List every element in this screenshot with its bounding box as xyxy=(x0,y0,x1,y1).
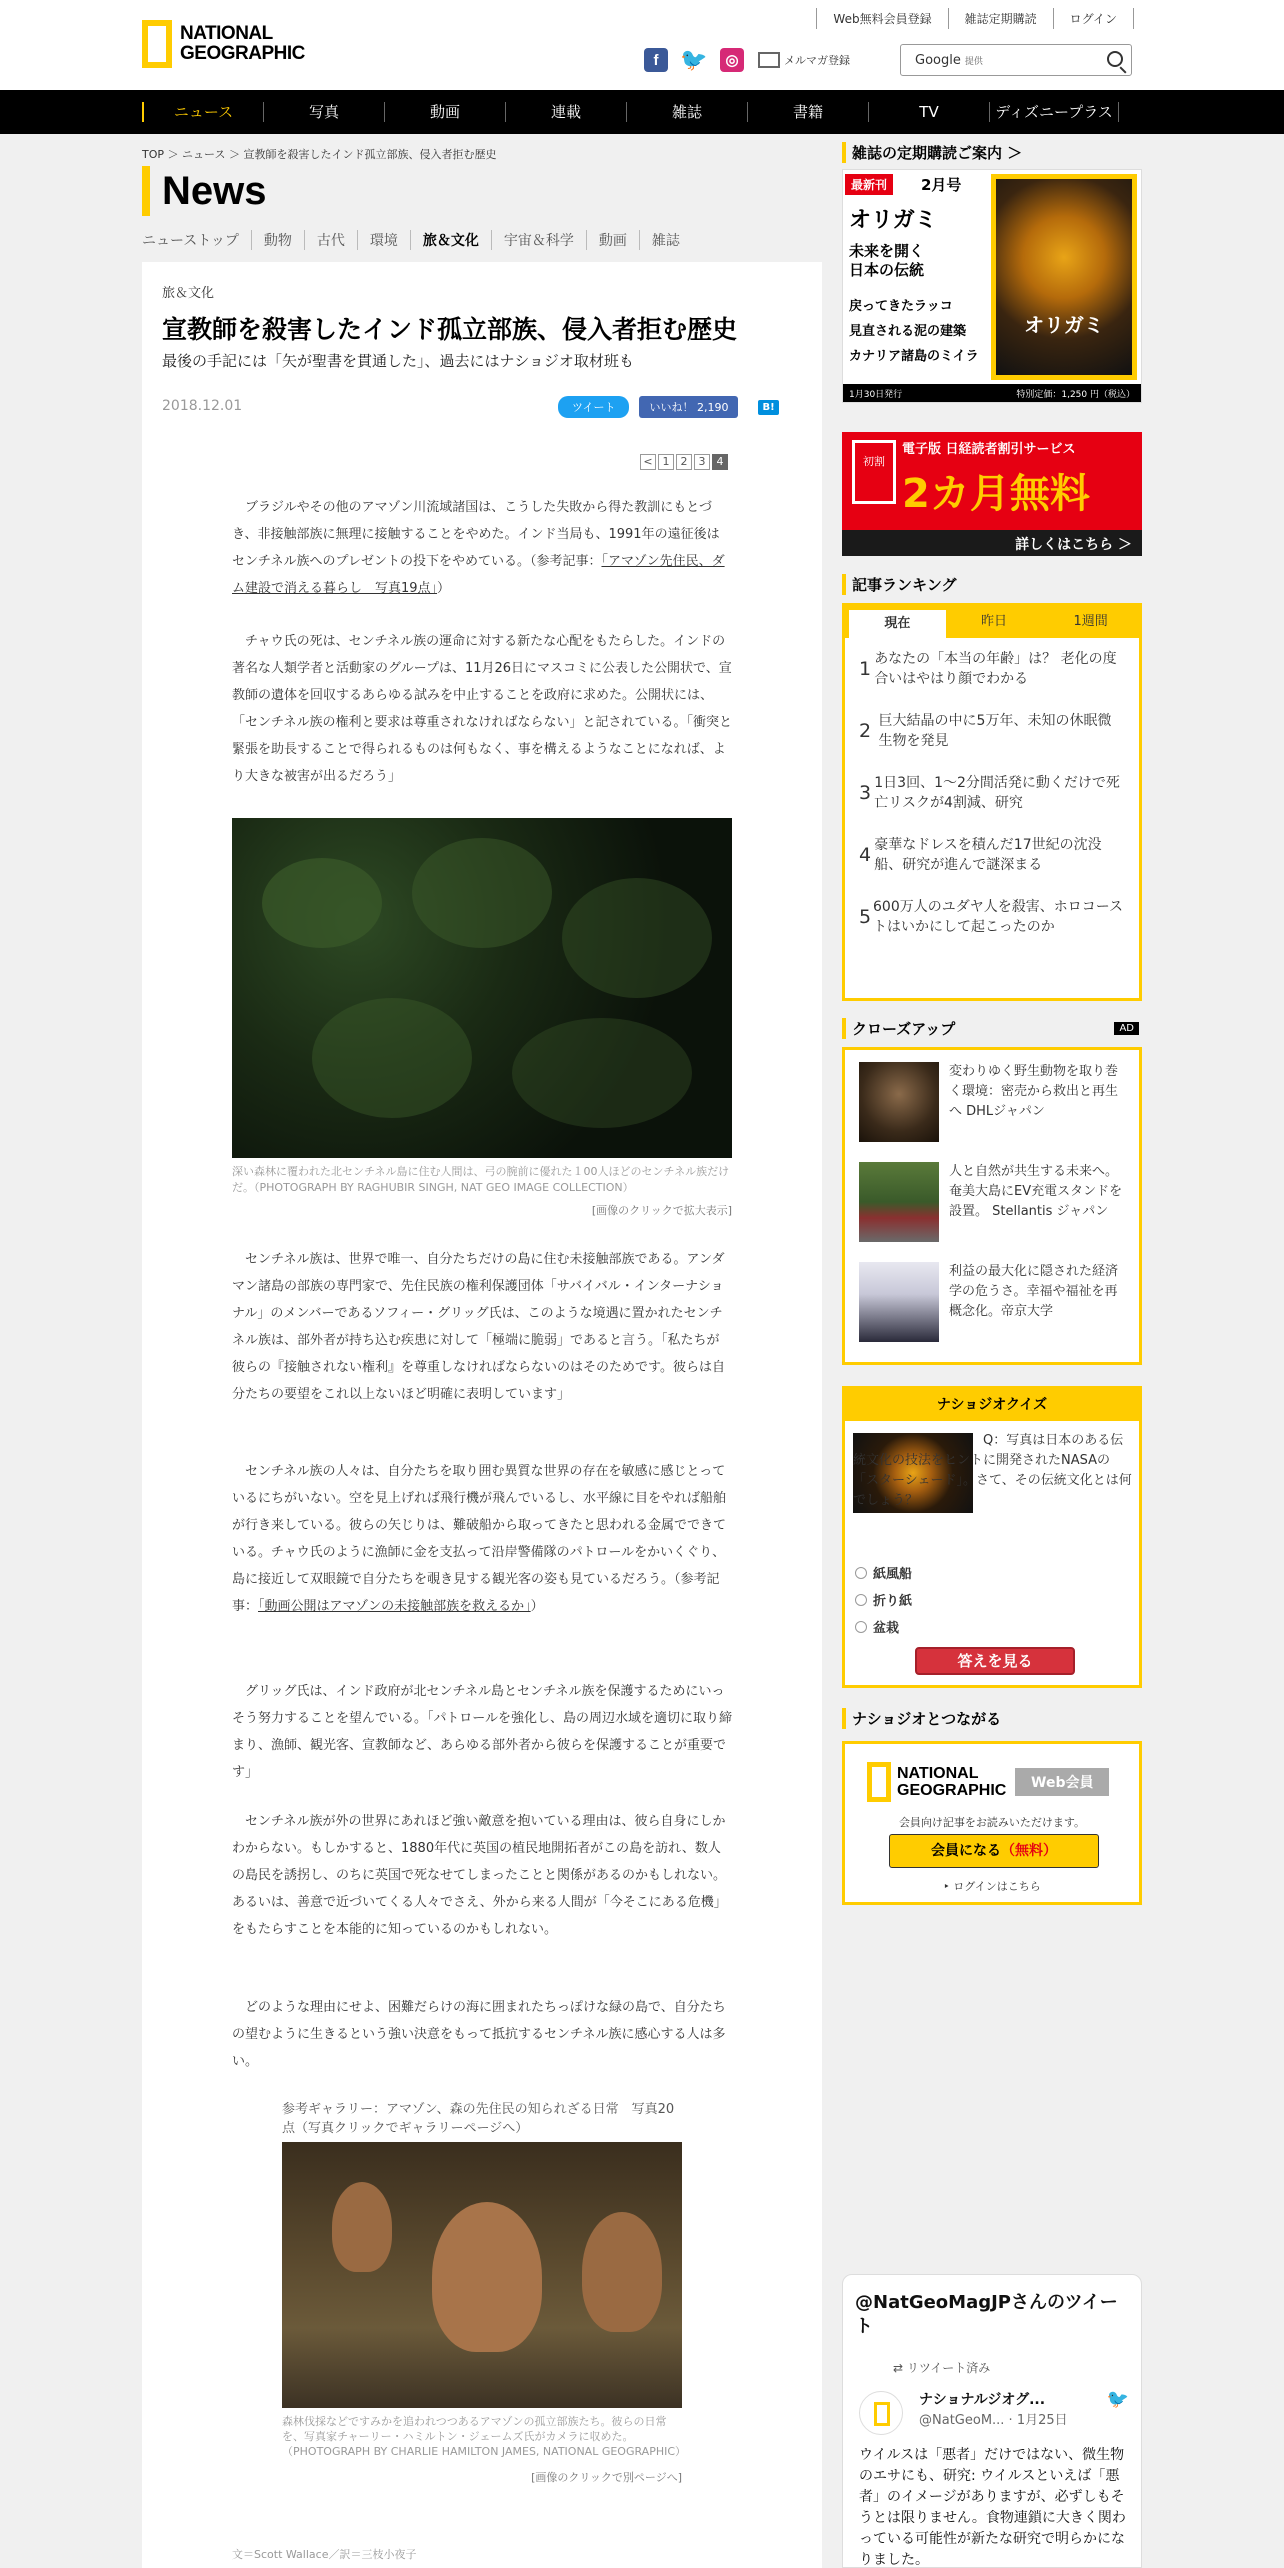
closeup-section xyxy=(842,1018,1142,1365)
nikkei-ad-banner[interactable] xyxy=(842,432,1142,556)
reference-gallery[interactable] xyxy=(282,2100,687,2485)
closeup-title[interactable]: 利益の最大化に隠された経済学の危うさ。幸福や福祉を再概念化。帝京大学 xyxy=(949,1264,1119,1319)
retweet-label: ⇄ リツイート済み xyxy=(893,2361,991,2375)
closeup-item[interactable] xyxy=(859,1062,1125,1142)
search-placeholder: Google xyxy=(915,52,961,68)
tweet-text: ウイルスは「悪者」だけではない、微生物のエサにも、研究: ウイルスといえば「悪者」のイメージがありますが、必ずしもそうとは限りません。食物連鎖に大きく関わっている可能性が新たな研究で明らかになりました。 xyxy=(859,2447,1126,2568)
subnav-top[interactable]: ニューストップ xyxy=(142,233,239,249)
radio-button[interactable] xyxy=(855,1621,867,1633)
ranking-tabs xyxy=(845,606,1139,638)
news-subnav xyxy=(142,230,692,250)
paragraph-4-text: センチネル族の人々は、自分たちを取り囲む異質な世界の存在を敏感に感じとっているにちがいない。空を見上げれば飛行機が飛んでいるし、水平線に目をやれば船舶が行き来している。彼らの矢じりは、難破船から取ってきたと思われる金属でできている。チャウ氏のように漁師に金を支払って沿岸警備隊のパトロールをかいくぐり、島に接近して双眼鏡で自分たちを覗き見する観光客の姿も見ているだろう。（参考記事： xyxy=(232,1464,727,1614)
foliage-shape xyxy=(512,1018,692,1128)
article-credit: 文＝Scott Wallace／訳＝三枝小夜子 xyxy=(232,2548,417,2561)
page-4: 4 xyxy=(712,454,728,470)
quiz-options xyxy=(855,1563,912,1644)
quiz-option[interactable] xyxy=(855,1617,912,1636)
closeup-item[interactable] xyxy=(859,1262,1125,1342)
photo2-caption: 森林伐採などですみかを追われつつあるアマゾンの孤立部族たち。彼らの日常を、写真家チャーリー・ハミルトン・ジェームズ氏がカメラに収めた。（PHOTOGRAPH BY CHARLIE HAMILTON JAMES, NATIONAL GEOGRAPHIC） xyxy=(282,2415,687,2458)
ranking-heading: 記事ランキング xyxy=(842,574,1142,595)
closeup-item[interactable] xyxy=(859,1162,1125,1242)
connect-section xyxy=(842,1708,1142,1905)
subnav-animals[interactable]: 動物 xyxy=(251,230,304,250)
newsletter-link[interactable] xyxy=(758,52,850,68)
figure-shape xyxy=(332,2182,392,2272)
closeup-title[interactable]: 変わりゆく野生動物を取り巻く環境：密売から救出と再生へ DHLジャパン xyxy=(949,1064,1119,1119)
release-date: 1月30日発行 xyxy=(849,390,903,400)
instagram-icon[interactable]: ◎ xyxy=(720,48,744,72)
subnav-magazine[interactable]: 雑誌 xyxy=(639,230,692,250)
subnav-video[interactable]: 動画 xyxy=(586,230,639,250)
nav-series[interactable]: 連載 xyxy=(505,102,626,122)
tweet-author-handle[interactable]: @NatGeoM... · 1月25日 xyxy=(919,2413,1068,2428)
page-1[interactable]: 1 xyxy=(658,454,674,470)
ranking-section xyxy=(842,574,1142,1001)
avatar[interactable] xyxy=(859,2391,903,2435)
login-link[interactable]: ‣ ログインはこちら xyxy=(943,1880,1041,1893)
ranking-item[interactable] xyxy=(845,762,1139,824)
photo1-caption: 深い森林に覆われた北センチネル島に住む人間は、弓の腕前に優れた１00人ほどのセンチネル族だけだ。（PHOTOGRAPH BY RAGHUBIR SINGH, NAT GEO IMAGE COLLECTION） xyxy=(232,1165,730,1194)
show-answer-button[interactable]: 答えを見る xyxy=(915,1647,1075,1675)
register-link[interactable]: Web無料会員登録 xyxy=(816,8,947,29)
pagination xyxy=(640,454,728,470)
ad-badge: 初割 xyxy=(852,440,896,504)
nav-disney-plus[interactable]: ディズニープラス xyxy=(989,102,1119,122)
rank-number: 1 xyxy=(859,658,872,680)
option-label: 盆栽 xyxy=(873,1621,900,1636)
logo-yellow-frame xyxy=(867,1762,891,1802)
nav-magazine[interactable]: 雑誌 xyxy=(626,102,747,122)
subnav-space-science[interactable]: 宇宙＆科学 xyxy=(491,230,586,250)
paragraph-5: グリッグ氏は、インド政府が北センチネル島とセンチネル族を保護するためにいっそう努力することを望んでいる。「パトロールを強化し、島の周辺水域を適切に取り締まり、漁師、観光客、宣教師など、あらゆる部外者から彼らを保護することが重要です」 xyxy=(232,1684,732,1780)
issue-label: 2月号 xyxy=(921,176,962,194)
photo2-gallery-link[interactable]: [画像のクリックで別ページへ] xyxy=(531,2471,682,2484)
amazon-tribe-photo[interactable] xyxy=(282,2142,682,2408)
facebook-icon[interactable]: f xyxy=(644,48,668,72)
magazine-footer xyxy=(843,384,1141,402)
paragraph-4-end: ） xyxy=(530,1599,544,1614)
hatena-bookmark-button[interactable]: B! xyxy=(758,400,778,415)
site-header xyxy=(0,0,1284,90)
mail-icon xyxy=(758,52,780,68)
tweet-button[interactable]: ツイート xyxy=(558,396,629,418)
magazine-price: 特別定価：1,250 円（税込） xyxy=(1016,390,1135,400)
subnav-ancient[interactable]: 古代 xyxy=(304,230,357,250)
ranking-item[interactable] xyxy=(845,638,1139,700)
logo-yellow-frame xyxy=(142,20,172,68)
magazine-contents xyxy=(849,294,979,369)
section-title: News xyxy=(142,166,267,216)
magazine-feature-title: オリガミ xyxy=(849,208,937,233)
rank-title[interactable]: 600万人のユダヤ人を殺害、ホロコーストはいかにして起こったのか xyxy=(873,899,1124,935)
nav-video[interactable]: 動画 xyxy=(384,102,505,122)
photo1-enlarge-link[interactable]: [画像のクリックで拡大表示] xyxy=(591,1204,732,1217)
nav-tv[interactable]: TV xyxy=(868,102,989,122)
paragraph-1-end: ） xyxy=(437,581,451,596)
search-input[interactable] xyxy=(900,44,1132,76)
magazine-heading[interactable]: 雑誌の定期購読ご案内 ＞ xyxy=(842,142,1142,163)
ad-tag: AD xyxy=(1114,1022,1139,1035)
figure-shape xyxy=(582,2212,662,2332)
paragraph-1 xyxy=(232,494,732,602)
subnav-travel-culture[interactable]: 旅＆文化 xyxy=(410,230,491,250)
tab-yesterday[interactable]: 昨日 xyxy=(981,614,1008,629)
tweet-author-name[interactable]: ナショナルジオグ... xyxy=(919,2392,1046,2408)
closeup-thumbnail[interactable] xyxy=(859,1062,939,1142)
logo-line1: NATIONAL xyxy=(180,23,273,44)
page-2[interactable]: 2 xyxy=(676,454,692,470)
paragraph-6: センチネル族が外の世界にあれほど強い敵意を抱いている理由は、彼ら自身にしかわからない。もしかすると、1880年代に英国の植民地開拓者がこの島を訪れ、数人の島民を誘拐し、のちに英国で死なせてしまったことと関係があるのかもしれない。あるいは、善意で近づいてくる人々でさえ、外から来る人間が「今そこにある危機」をもたらすことを本能的に知っているのかもしれない。 xyxy=(232,1814,727,1937)
ad-details-link[interactable]: 詳しくはこちら ＞ xyxy=(842,530,1142,556)
logo-line2: GEOGRAPHIC xyxy=(180,43,305,64)
ad-top-text: 電子版 日経読者割引サービス xyxy=(902,442,1076,457)
page-prev[interactable]: < xyxy=(640,454,656,470)
natgeo-logo[interactable] xyxy=(142,20,305,68)
tab-week[interactable]: 1週間 xyxy=(1073,614,1108,629)
article-subhead: 最後の手記には「矢が聖書を貫通した」、過去にはナショジオ取材班も xyxy=(162,352,634,370)
page-3[interactable]: 3 xyxy=(694,454,710,470)
rank-number: 2 xyxy=(859,720,872,742)
figure-shape xyxy=(432,2202,542,2352)
paragraph-3: センチネル族は、世界で唯一、自分たちだけの島に住む未接触部族である。アンダマン諸島の部族の専門家で、先住民族の権利保護団体「サバイバル・インターナショナル」のメンバーであるソフィー・グリッグ氏は、このような境遇に置かれたセンチネル族は、部外者が持ち込む疾患に対して「極端に脆弱」であると言う。「私たちが彼らの『接触されない権利』を尊重しなければならないのはそのためです。彼らは自分たちの要望をこれ以上ないほど明確に表明しています」 xyxy=(232,1252,725,1402)
member-description: 会員向け記事をお読みいただけます。 xyxy=(898,1816,1086,1829)
connect-box xyxy=(842,1741,1142,1905)
social-links xyxy=(644,48,850,72)
web-member-badge: Web会員 xyxy=(1015,1768,1109,1796)
subscribe-link[interactable]: 雑誌定期購読 xyxy=(948,8,1053,29)
search-icon[interactable] xyxy=(1107,51,1123,67)
rank-title[interactable]: あなたの「本当の年齢」は？ 老化の度合いはやはり顔でわかる xyxy=(874,651,1117,687)
closeup-title[interactable]: 人と自然が共生する未来へ。奄美大島にEV充電スタンドを設置。 Stellantis ジャパン xyxy=(949,1164,1123,1219)
ranking-item[interactable] xyxy=(845,700,1139,762)
logo-text xyxy=(897,1765,1006,1799)
breadcrumb[interactable]: TOP ＞ ニュース ＞ 宣教師を殺害したインド孤立部族、侵入者拒む歴史 xyxy=(142,148,497,161)
magazine-card[interactable] xyxy=(842,169,1142,403)
rank-number: 3 xyxy=(859,782,872,804)
paragraph-7: どのような理由にせよ、困難だらけの海に囲まれたちっぽけな緑の島で、自分たちの望むように生きるという強い決意をもって抵抗するセンチネル族に感心する人は多い。 xyxy=(232,2000,726,2069)
main-nav xyxy=(0,90,1284,134)
option-label: 紙風船 xyxy=(873,1567,913,1582)
rank-title[interactable]: 豪華なドレスを積んだ17世紀の沈没船、研究が進んで謎深まる xyxy=(874,837,1102,873)
radio-button[interactable] xyxy=(855,1594,867,1606)
magazine-feature-subtitle: 未来を開く 日本の伝統 xyxy=(849,242,925,279)
foliage-shape xyxy=(262,858,382,948)
related-link-amazon-video[interactable]: 「動画公開はアマゾンの未接触部族を救えるか」 xyxy=(258,1599,531,1614)
quiz-box xyxy=(842,1386,1142,1688)
quiz-heading: ナショジオクイズ xyxy=(845,1389,1139,1421)
foliage-shape xyxy=(412,838,552,948)
paragraph-2: チャウ氏の死は、センチネル族の運命に対する新たな心配をもたらした。インドの著名な人類学者と活動家のグループは、11月26日にマスコミに公表した公開状で、宣教師の遺体を回収するあらゆる試みを中止することを政府に求めた。公開状には、「センチネル族の権利と要求は尊重されなければならない」と記されている。「衝突と緊張を助長することで得られるものは何もなく、事を構えるようなことになれば、より大きな被害が出るだろう」 xyxy=(232,634,732,784)
closeup-thumbnail[interactable] xyxy=(859,1262,939,1342)
search-provider: 提供 xyxy=(964,56,983,67)
quiz-option[interactable] xyxy=(855,1563,912,1582)
become-member-label: 会員になる xyxy=(931,1843,1001,1859)
article-date: 2018.12.01 xyxy=(162,398,243,414)
logo-line1: NATIONAL xyxy=(897,1765,979,1782)
related-link-amazon-dam[interactable]: 「アマゾン先住民、ダム建設で消える暮らし 写真19点」 xyxy=(232,554,725,596)
become-member-button[interactable] xyxy=(889,1834,1099,1868)
latest-badge: 最新刊 xyxy=(845,174,893,195)
nav-news[interactable]: ニュース xyxy=(142,102,263,122)
newsletter-label: メルマガ登録 xyxy=(784,54,850,67)
gallery-title[interactable]: 参考ギャラリー：アマゾン、森の先住民の知られざる日常 写真20点（写真クリックでギャラリーページへ） xyxy=(282,2102,675,2136)
sentinel-forest-photo[interactable] xyxy=(232,818,732,1158)
login-link[interactable]: ログイン xyxy=(1053,8,1134,29)
rank-title[interactable]: 巨大結晶の中に5万年、未知の休眠微生物を発見 xyxy=(878,713,1112,749)
retweet-text: リツイート済み xyxy=(906,2361,991,2375)
rank-number: 5 xyxy=(859,906,872,928)
article xyxy=(142,262,822,2568)
closeup-heading: クローズアップ xyxy=(842,1018,1142,1039)
share-buttons xyxy=(558,396,779,418)
natgeo-logo-small xyxy=(867,1762,1006,1802)
rank-title[interactable]: 1日3回、1～2分間活発に動くだけで死亡リスクが4割減、研究 xyxy=(874,775,1120,811)
rank-number: 4 xyxy=(859,844,872,866)
ranking-box xyxy=(842,603,1142,1001)
magazine-content-item: 見直される泥の建築 xyxy=(849,324,967,339)
option-label: 折り紙 xyxy=(873,1594,913,1609)
magazine-cover[interactable] xyxy=(991,174,1137,380)
twitter-timeline xyxy=(842,2274,1142,2568)
article-category[interactable]: 旅＆文化 xyxy=(162,286,215,301)
ranking-item[interactable] xyxy=(845,886,1139,948)
logo-text xyxy=(180,24,305,64)
connect-heading: ナショジオとつながる xyxy=(842,1708,1142,1729)
paragraph-1-text: ブラジルやその他のアマゾン川流域諸国は、こうした失敗から得た教訓にもとづき、非接触部族に無理に接触することをやめた。インド当局も、1991年の遠征後はセンチネル族へのプレゼントの投下をやめている。（参考記事： xyxy=(232,500,720,569)
timeline-title[interactable]: @NatGeoMagJPさんのツイート xyxy=(855,2292,1118,2337)
foliage-shape xyxy=(562,878,712,998)
nav-books[interactable]: 書籍 xyxy=(747,102,868,122)
radio-button[interactable] xyxy=(855,1567,867,1579)
magazine-promo xyxy=(842,142,1142,403)
twitter-icon[interactable]: 🐦 xyxy=(680,47,708,72)
quiz-option[interactable] xyxy=(855,1590,912,1609)
magazine-content-item: 戻ってきたラッコ xyxy=(849,299,953,314)
ranking-item[interactable] xyxy=(845,824,1139,886)
logo-line2: GEOGRAPHIC xyxy=(897,1782,1007,1799)
subnav-environment[interactable]: 環境 xyxy=(357,230,410,250)
like-button[interactable]: いいね！ 2,190 xyxy=(639,396,738,418)
tab-current[interactable]: 現在 xyxy=(849,610,946,638)
magazine-content-item: カナリア諸島のミイラ xyxy=(849,349,979,364)
top-links xyxy=(816,8,1134,29)
twitter-bird-icon[interactable]: 🐦 xyxy=(1106,2389,1129,2410)
nav-photo[interactable]: 写真 xyxy=(263,102,384,122)
closeup-thumbnail[interactable] xyxy=(859,1162,939,1242)
quiz-question: Q：写真は日本のある伝統文化の技法をヒントに開発されたNASAの「スターシェード」。さて、その伝統文化とは何でしょう？ xyxy=(853,1433,1132,1508)
cover-title: オリガミ xyxy=(1024,313,1104,337)
article-headline: 宣教師を殺害したインド孤立部族、侵入者拒む歴史 xyxy=(162,315,738,344)
free-label: （無料） xyxy=(1001,1843,1057,1859)
foliage-shape xyxy=(312,998,472,1118)
ad-headline: 2カ月無料 xyxy=(902,471,1090,517)
paragraph-4 xyxy=(232,1458,732,1620)
